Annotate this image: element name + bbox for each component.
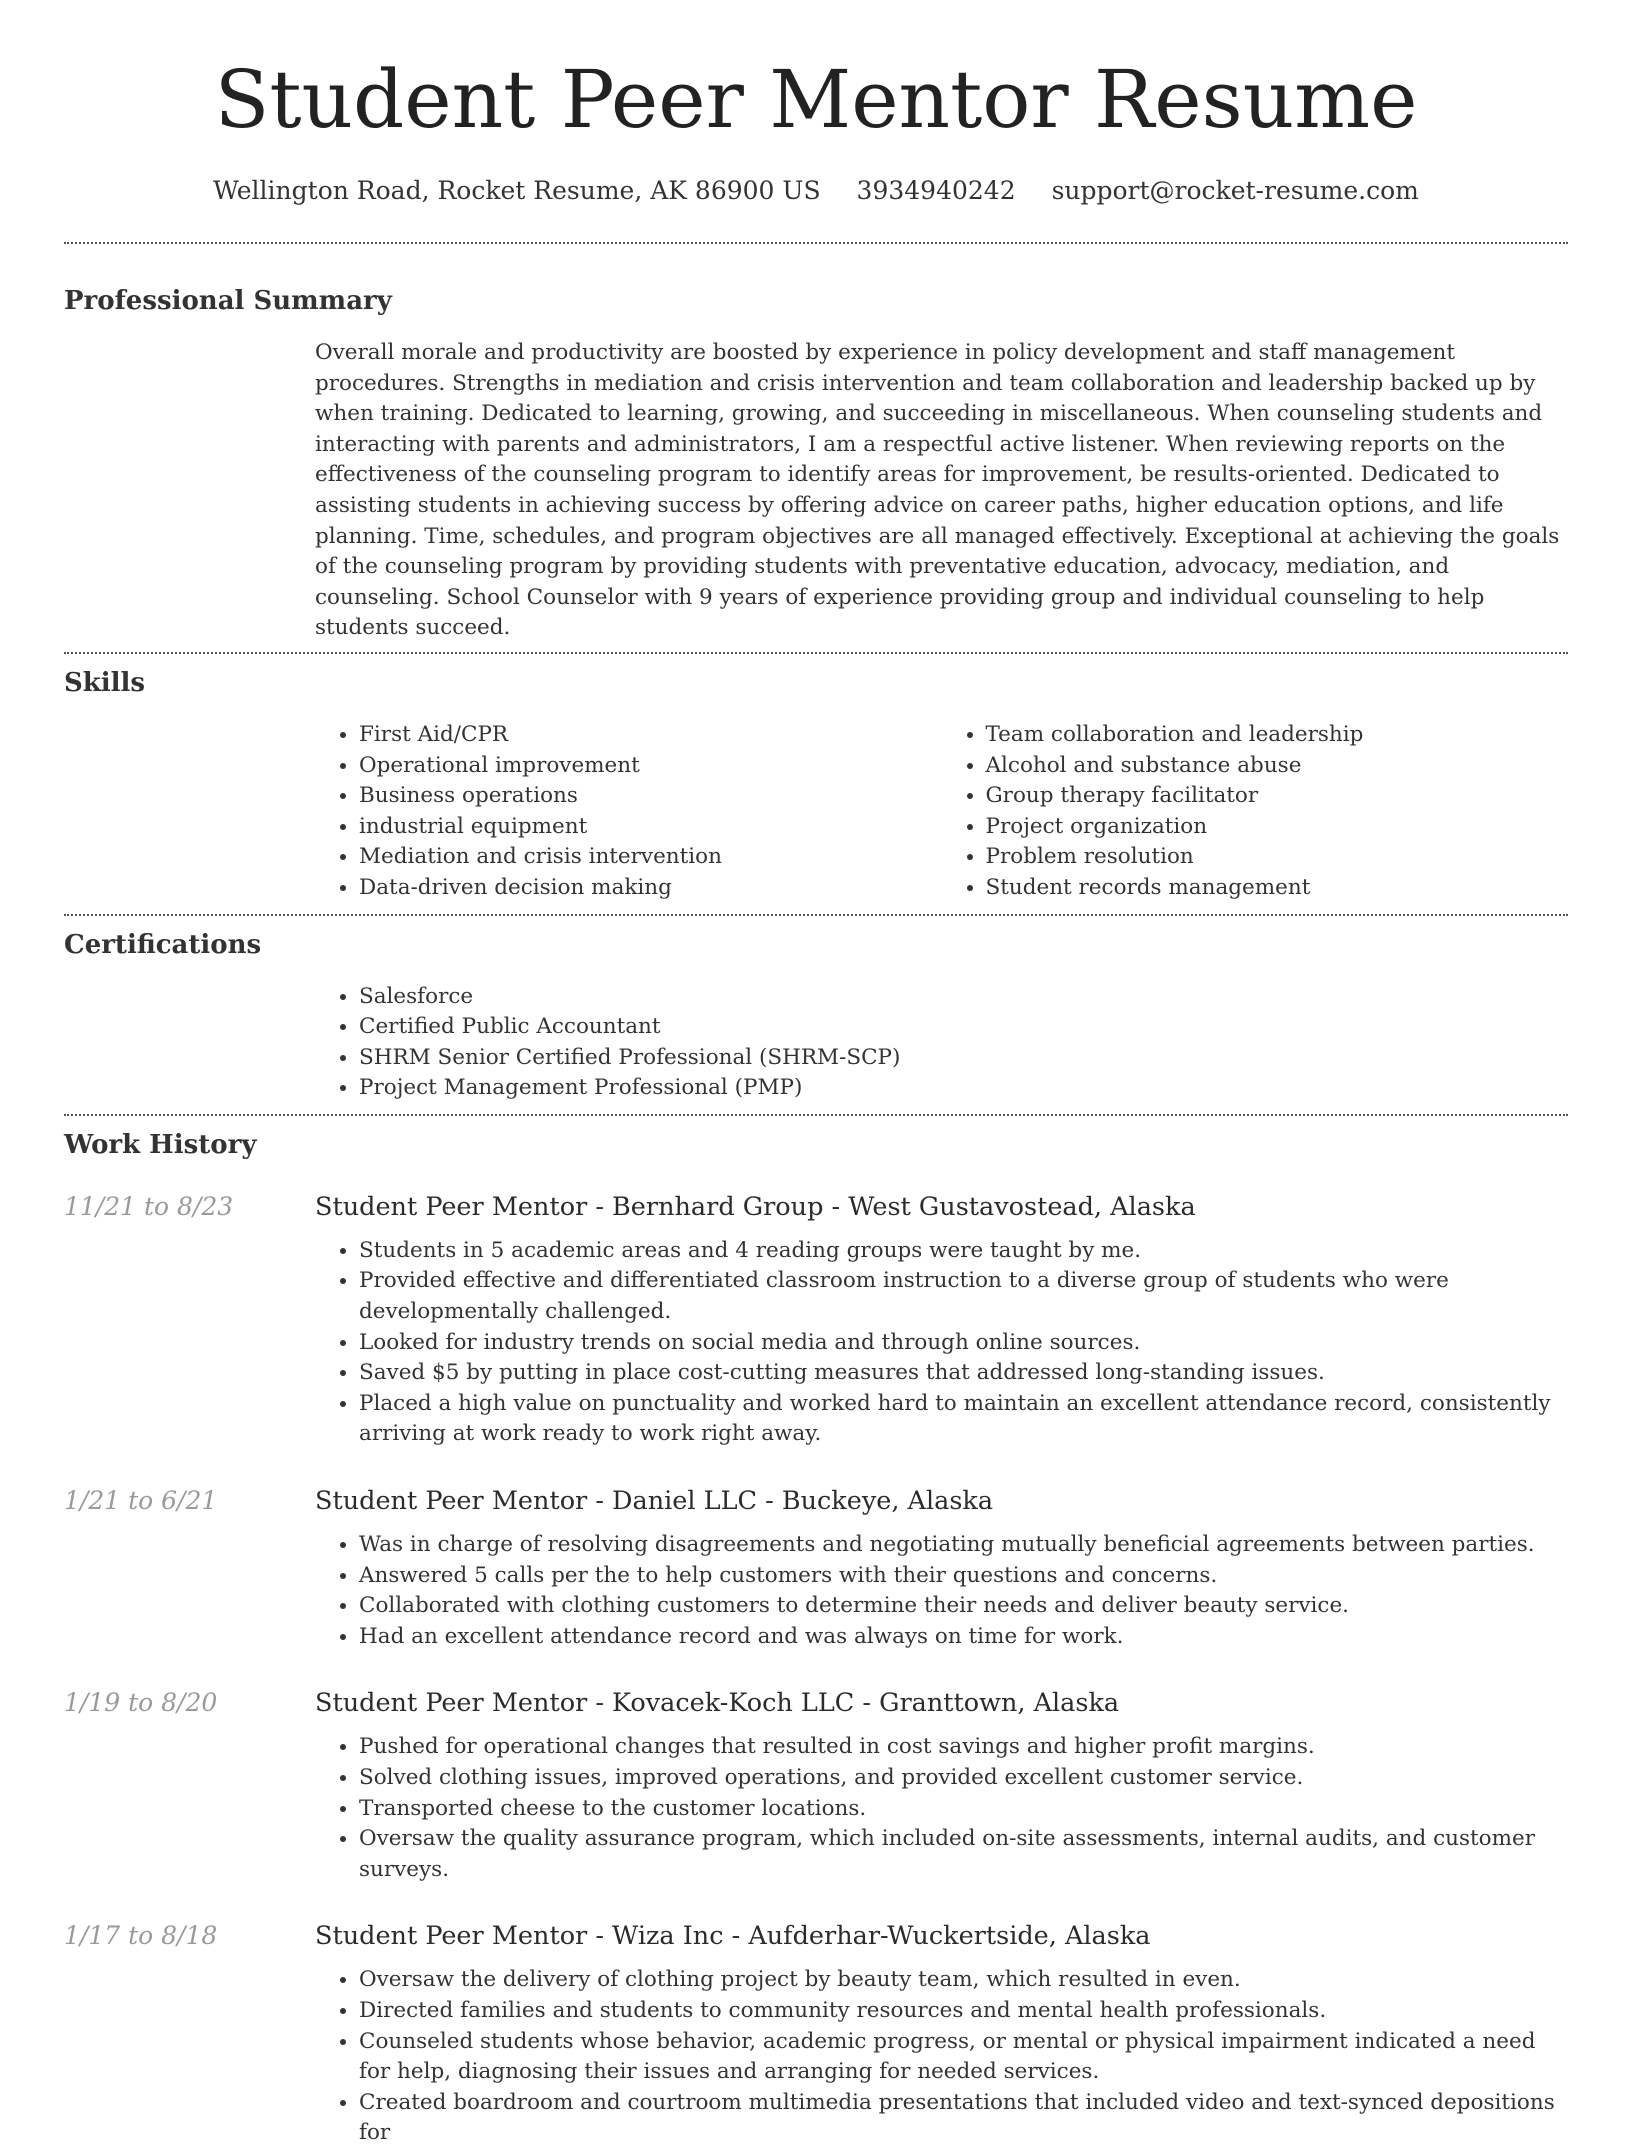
certification-item: • Certified Public Accountant <box>359 1012 1568 1043</box>
job-bullet: • Created boardroom and courtroom multimedia presentations that included video and text-synced depositions for <box>359 2088 1568 2149</box>
divider <box>64 914 1568 916</box>
skill-item: • First Aid/CPR <box>359 720 942 751</box>
divider <box>64 652 1568 654</box>
work-heading: Work History <box>64 1129 257 1160</box>
job-bullet: • Placed a high value on punctuality and worked hard to maintain an excellent attendance record, consistently arriving at work ready to work right away. <box>359 1389 1568 1450</box>
job-dates: 11/21 to 8/23 <box>64 1191 234 1221</box>
contact-email: support@rocket-resume.com <box>1051 176 1419 205</box>
summary-text: Overall morale and productivity are boosted by experience in policy development and staff management procedures. Strengths in mediation and crisis intervention and team collaboration and leadership backed up by when training. Dedicated to learning, growing, and succeeding in miscellaneous. When counseling students and interacting with parents and administrators, I am a respectful active listener. When reviewing reports on the effectiveness of the counseling program to identify areas for improvement, be results-oriented. Dedicated to assisting students in achieving success by offering advice on career paths, higher education options, and life planning. Time, schedules, and program objectives are all managed effectively. Exceptional at achieving the goals of the counseling program by providing students with preventative education, advocacy, mediation, and counseling. School Counselor with 9 years of experience providing group and individual counseling to help students succeed. <box>315 340 1560 641</box>
job-bullet: • Provided effective and differentiated classroom instruction to a diverse group of students who were developmentally challenged. <box>359 1266 1568 1327</box>
certification-item: • SHRM Senior Certified Professional (SHRM-SCP) <box>359 1043 1568 1074</box>
job-bullet: • Oversaw the quality assurance program, which included on-site assessments, internal audits, and customer surveys. <box>359 1824 1568 1885</box>
job-bullets <box>315 1965 1568 2149</box>
job-bullet: • Answered 5 calls per the to help customers with their questions and concerns. <box>359 1561 1568 1592</box>
job-bullets <box>315 1236 1568 1450</box>
skills-grid <box>315 720 1568 904</box>
skill-item: • Project organization <box>986 812 1569 843</box>
job-bullet: • Looked for industry trends on social media and through online sources. <box>359 1328 1568 1359</box>
job-dates: 1/21 to 6/21 <box>64 1486 218 1516</box>
job-title: Student Peer Mentor - Daniel LLC - Buckeye, Alaska <box>315 1486 994 1517</box>
summary-section <box>64 284 1568 644</box>
resume-title: Student Peer Mentor Resume <box>214 53 1418 146</box>
resume-page <box>64 0 1568 2149</box>
summary-heading: Professional Summary <box>64 286 392 316</box>
certifications-list <box>315 982 1568 1104</box>
skill-item: • Business operations <box>359 781 942 812</box>
job-entry <box>64 1686 1568 1885</box>
job-bullet: • Oversaw the delivery of clothing project by beauty team, which resulted in even. <box>359 1965 1568 1996</box>
certification-item: • Salesforce <box>359 982 1568 1013</box>
skills-heading: Skills <box>64 667 146 698</box>
skill-item: • Data-driven decision making <box>359 873 942 904</box>
job-entry <box>64 1190 1568 1450</box>
job-bullet: • Counseled students whose behavior, academic progress, or mental or physical impairment indicated a need for help, diagnosing their issues and arranging for needed services. <box>359 2027 1568 2088</box>
job-dates: 1/19 to 8/20 <box>64 1688 218 1718</box>
skills-list-right <box>942 720 1569 904</box>
skill-item: • Student records management <box>986 873 1569 904</box>
divider <box>64 242 1568 244</box>
contact-line <box>64 174 1568 208</box>
certifications-body <box>315 982 1568 1104</box>
job-bullet: • Students in 5 academic areas and 4 reading groups were taught by me. <box>359 1236 1568 1267</box>
skills-section <box>64 666 1568 904</box>
skill-item: • Problem resolution <box>986 842 1569 873</box>
job-bullet: • Directed families and students to community resources and mental health professionals. <box>359 1996 1568 2027</box>
divider <box>64 1114 1568 1116</box>
job-bullet: • Collaborated with clothing customers to determine their needs and deliver beauty service. <box>359 1591 1568 1622</box>
job-bullet: • Saved $5 by putting in place cost-cutting measures that addressed long-standing issues. <box>359 1358 1568 1389</box>
job-entry <box>64 1484 1568 1652</box>
skill-item: • Alcohol and substance abuse <box>986 751 1569 782</box>
skills-list-left <box>315 720 942 904</box>
skill-item: • Group therapy facilitator <box>986 781 1569 812</box>
skill-item: • industrial equipment <box>359 812 942 843</box>
skill-item: • Mediation and crisis intervention <box>359 842 942 873</box>
skill-item: • Team collaboration and leadership <box>986 720 1569 751</box>
contact-phone: 3934940242 <box>856 176 1016 205</box>
job-bullet: • Had an excellent attendance record and was always on time for work. <box>359 1622 1568 1653</box>
certification-item: • Project Management Professional (PMP) <box>359 1073 1568 1104</box>
certifications-section <box>64 928 1568 1104</box>
job-entry <box>64 1919 1568 2149</box>
job-title: Student Peer Mentor - Wiza Inc - Aufderhar-Wuckertside, Alaska <box>315 1921 1151 1952</box>
job-dates: 1/17 to 8/18 <box>64 1921 218 1951</box>
job-bullet: • Transported cheese to the customer locations. <box>359 1794 1568 1825</box>
job-bullets <box>315 1732 1568 1885</box>
job-bullet: • Solved clothing issues, improved operations, and provided excellent customer service. <box>359 1763 1568 1794</box>
job-bullet: • Pushed for operational changes that resulted in cost savings and higher profit margins. <box>359 1732 1568 1763</box>
job-title: Student Peer Mentor - Kovacek-Koch LLC - Granttown, Alaska <box>315 1688 1120 1719</box>
contact-address: Wellington Road, Rocket Resume, AK 86900 US <box>213 176 821 205</box>
work-section <box>64 1128 1568 2149</box>
skill-item: • Operational improvement <box>359 751 942 782</box>
certifications-heading: Certifications <box>64 929 262 960</box>
job-title: Student Peer Mentor - Bernhard Group - West Gustavostead, Alaska <box>315 1191 1196 1222</box>
job-bullet: • Was in charge of resolving disagreements and negotiating mutually beneficial agreements between parties. <box>359 1530 1568 1561</box>
job-bullets <box>315 1530 1568 1652</box>
